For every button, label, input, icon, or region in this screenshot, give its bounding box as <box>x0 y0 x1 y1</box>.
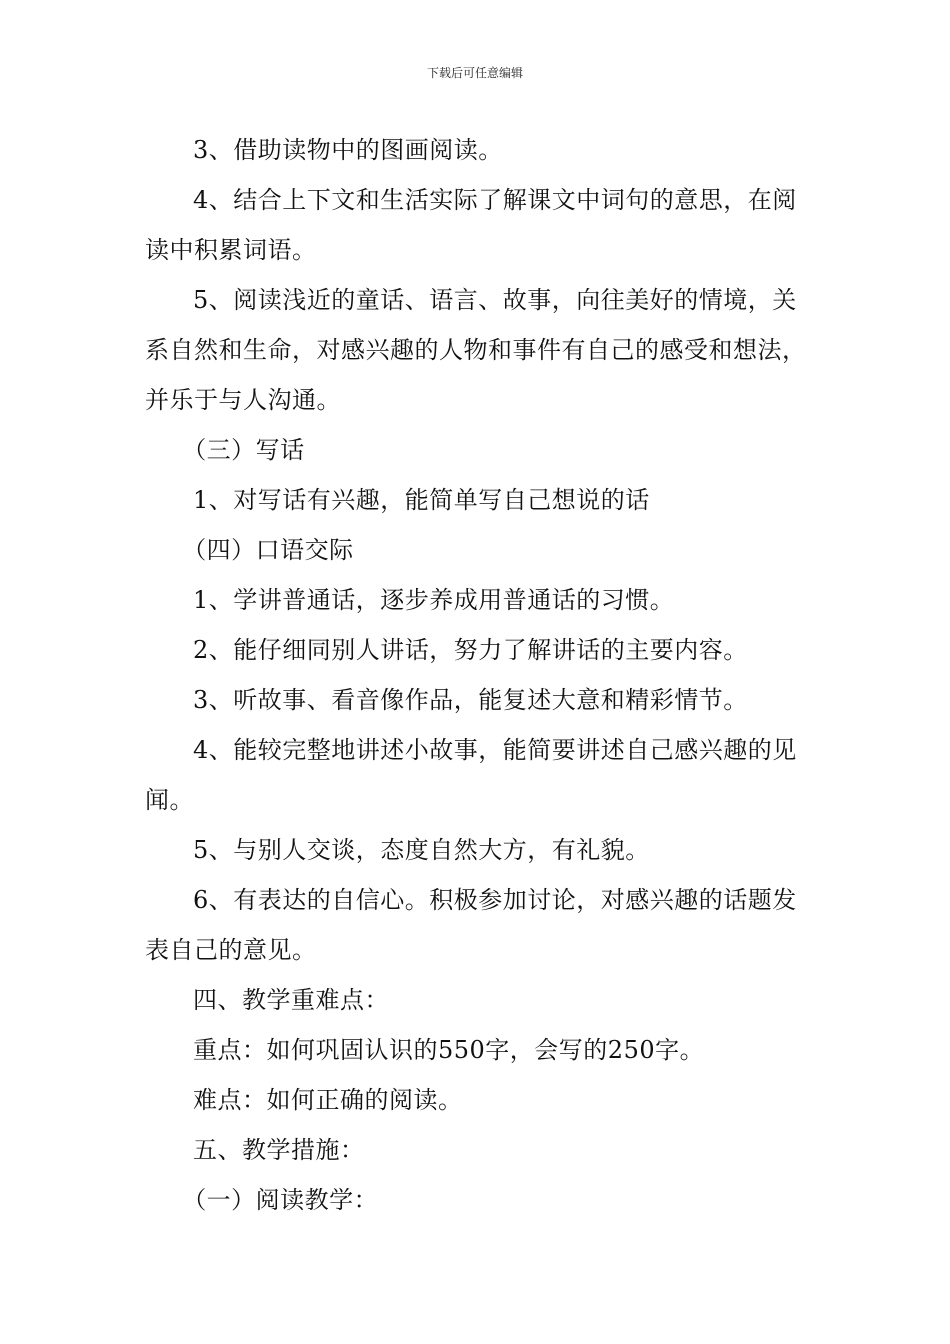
paragraph-difficulty: 难点：如何正确的阅读。 <box>193 1086 463 1114</box>
section-heading-reading-teaching: （一）阅读教学： <box>182 1186 379 1214</box>
paragraph-read-stories: 5、阅读浅近的童话、语言、故事，向往美好的情境，关系自然和生命，对感兴趣的人物和事件有自己的感受和想法，并乐于与人沟通。 <box>145 286 807 414</box>
document-body <box>145 125 815 1225</box>
paragraph-writing-interest: 1、对写话有兴趣，能简单写自己想说的话 <box>193 486 650 514</box>
section-heading-measures: 五、教学措施： <box>193 1136 365 1164</box>
paragraph-mandarin: 1、学讲普通话，逐步养成用普通话的习惯。 <box>193 586 675 614</box>
section-heading-oral: （四）口语交际 <box>182 536 354 564</box>
paragraph-listen-carefully: 2、能仔细同别人讲话，努力了解讲话的主要内容。 <box>193 636 748 664</box>
paragraph-confidence: 6、有表达的自信心。积极参加讨论，对感兴趣的话题发表自己的意见。 <box>145 886 797 964</box>
paragraph-retell: 3、听故事、看音像作品，能复述大意和精彩情节。 <box>193 686 748 714</box>
paragraph-converse: 5、与别人交谈，态度自然大方，有礼貌。 <box>193 836 650 864</box>
section-heading-key-points: 四、教学重难点： <box>193 986 389 1014</box>
paragraph-context-words: 4、结合上下文和生活实际了解课文中词句的意思，在阅读中积累词语。 <box>145 186 797 264</box>
section-heading-writing: （三）写话 <box>182 436 305 464</box>
page-header-note: 下载后可任意编辑 <box>426 66 523 80</box>
paragraph-tell-story: 4、能较完整地讲述小故事，能简要讲述自己感兴趣的见闻。 <box>145 736 797 814</box>
paragraph-key-point: 重点：如何巩固认识的550字，会写的250字。 <box>193 1036 705 1064</box>
paragraph-read-pictures: 3、借助读物中的图画阅读。 <box>193 136 503 164</box>
